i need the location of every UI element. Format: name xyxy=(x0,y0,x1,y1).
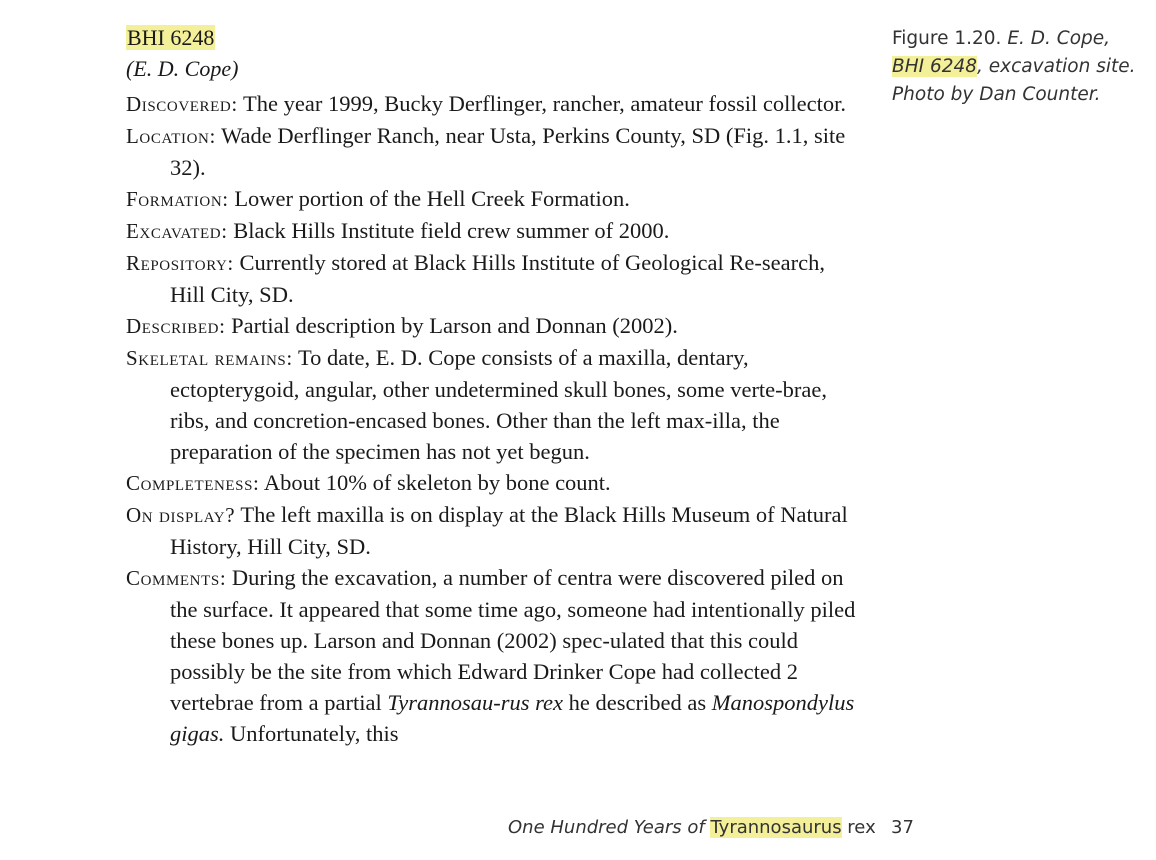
entry-text: Black Hills Institute field crew summer of 2000. xyxy=(227,218,670,243)
entry-text: Partial description by Larson and Donnan (2002). xyxy=(225,313,678,338)
entry-completeness xyxy=(126,467,856,499)
specimen-id xyxy=(126,22,856,54)
caption-prefix: Figure 1.20. xyxy=(892,28,1008,49)
entry-described xyxy=(126,310,856,342)
caption-specimen-name: E. D. Cope, xyxy=(1007,28,1111,49)
entry-label: Skeletal remains: xyxy=(126,346,293,370)
entry-label: Comments: xyxy=(126,566,227,590)
entry-text: Wade Derflinger Ranch, near Usta, Perkins County, SD (Fig. 1.1, site 32). xyxy=(170,123,846,180)
footer-title-suffix: rex xyxy=(841,817,876,838)
entry-label: Formation: xyxy=(126,187,229,211)
entry-text: he described as xyxy=(563,690,712,715)
species-name: Tyrannosau-rus rex xyxy=(387,690,564,715)
entry-on-display xyxy=(126,499,856,562)
footer-title-prefix: One Hundred Years of xyxy=(508,817,711,838)
entry-label: Excavated: xyxy=(126,219,228,243)
entry-text: Lower portion of the Hell Creek Formation. xyxy=(228,186,630,211)
footer-title-highlight[interactable]: Tyrannosaurus xyxy=(710,817,842,838)
entry-repository xyxy=(126,247,856,310)
figure-caption xyxy=(892,25,1142,109)
entry-text: Unfortunately, this xyxy=(224,721,399,746)
entry-location xyxy=(126,120,856,183)
entry-text: The year 1999, Bucky Derflinger, rancher, amateur fossil collector. xyxy=(237,91,846,116)
entry-text: About 10% of skeleton by bone count. xyxy=(259,470,611,495)
entry-excavated xyxy=(126,215,856,247)
entry-text: The left maxilla is on display at the Black Hills Museum of Natural History, Hill City, SD. xyxy=(170,502,848,559)
entry-text: During the excavation, a number of centra were discovered piled on the surface. It appeared that some time ago, someone had intentionally piled these bones up. Larson and Donnan (2002) spec-ulated that this could possibly be the site from which Edward Drinker Cope had collected 2 vertebrae from a partial xyxy=(170,565,856,715)
specimen-name: (E. D. Cope) xyxy=(126,56,239,81)
entry-label: Location: xyxy=(126,124,216,148)
specimen-entry xyxy=(126,22,856,749)
page-number: 37 xyxy=(891,817,914,838)
entry-label: On display? xyxy=(126,503,236,527)
entry-label: Repository: xyxy=(126,251,234,275)
entry-formation xyxy=(126,183,856,215)
entry-comments xyxy=(126,562,856,749)
running-footer xyxy=(508,814,876,842)
entry-text: To date, E. D. Cope consists of a maxilla, dentary, ectopterygoid, angular, other undetermined skull bones, some verte-brae, ribs, and concretion-encased bones. Other than the left max-illa, the preparation of the specimen has not yet begun. xyxy=(170,345,828,464)
entry-discovered xyxy=(126,88,856,120)
entry-label: Described: xyxy=(126,314,226,338)
entry-skeletal-remains xyxy=(126,342,856,467)
caption-rest: , excavation site. Photo by Dan Counter. xyxy=(892,56,1136,105)
entry-label: Completeness: xyxy=(126,471,260,495)
entry-label: Discovered: xyxy=(126,92,238,116)
entry-text: Currently stored at Black Hills Institute of Geological Re-search, Hill City, SD. xyxy=(170,250,825,307)
specimen-id-highlight[interactable]: BHI 6248 xyxy=(127,25,215,50)
caption-specimen-id[interactable]: BHI 6248 xyxy=(892,56,978,77)
species-name: Manospondylus gigas. xyxy=(170,690,855,746)
